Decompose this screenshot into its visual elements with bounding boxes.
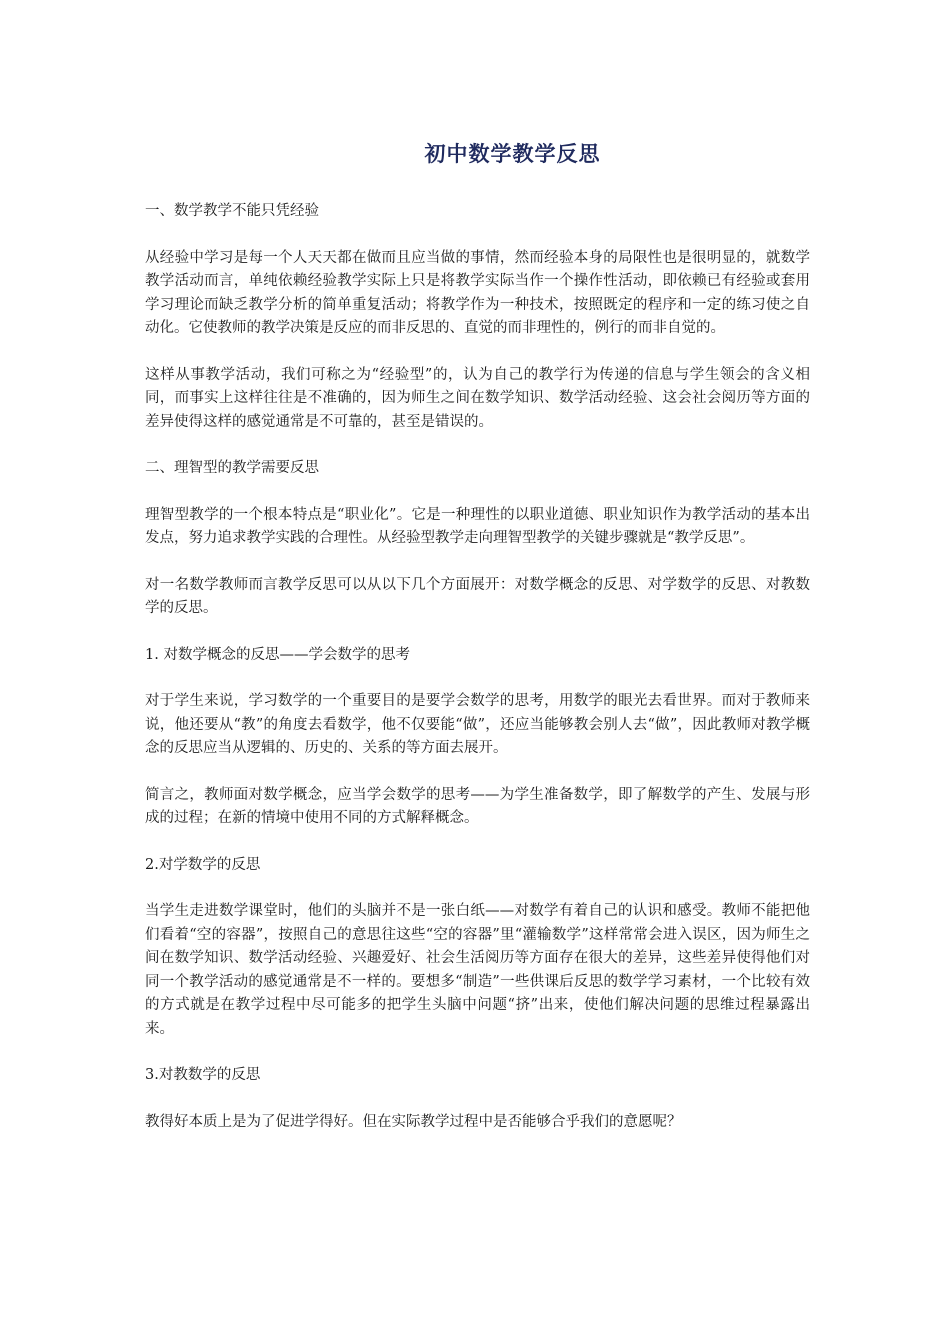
body-paragraph: 理智型教学的一个根本特点是“职业化”。它是一种理性的以职业道德、职业知识作为教学活动的基本出发点，努力追求教学实践的合理性。从经验型教学走向理智型教学的关键步骤就是“教学反思”。 [145,506,810,546]
body-paragraph: 当学生走进数学课堂时，他们的头脑并不是一张白纸——对数学有着自己的认识和感受。教师不能把他们看着“空的容器”，按照自己的意思往这些“空的容器”里“灌输数学”这样常常会进入误区，因为师生之间在数学知识、数学活动经验、兴趣爱好、社会生活阅历等方面存在很大的差异，这些差异使得他们对同一个教学活动的感觉通常是不一样的。要想多“制造”一些供课后反思的数学学习素材，一个比较有效的方式就是在教学过程中尽可能多的把学生头脑中问题“挤”出来，使他们解决问题的思维过程暴露出来。 [145,903,810,1037]
subsection-heading: 1. 对数学概念的反思——学会数学的思考 [145,646,410,663]
body-paragraph: 对一名数学教师而言教学反思可以从以下几个方面展开：对数学概念的反思、对学数学的反思、对教数学的反思。 [145,576,810,616]
document-title: 初中数学教学反思 [424,142,601,166]
section-heading: 一、数学教学不能只凭经验 [145,203,319,219]
body-paragraph: 简言之，教师面对数学概念，应当学会数学的思考——为学生准备数学，即了解数学的产生、发展与形成的过程；在新的情境中使用不同的方式解释概念。 [145,786,810,826]
body-paragraph: 从经验中学习是每一个人天天都在做而且应当做的事情，然而经验本身的局限性也是很明显的，就数学教学活动而言，单纯依赖经验教学实际上只是将教学实际当作一个操作性活动，即依赖已有经验或套用学习理论而缺乏教学分析的简单重复活动；将教学作为一种技术，按照既定的程序和一定的练习使之自动化。它使教师的教学决策是反应的而非反思的、直觉的而非理性的，例行的而非自觉的。 [145,249,810,336]
subsection-heading: 3.对教数学的反思 [145,1067,261,1083]
document-body [145,200,810,1157]
body-paragraph: 这样从事教学活动，我们可称之为“经验型”的，认为自己的教学行为传递的信息与学生领会的含义相同，而事实上这样往往是不准确的，因为师生之间在数学知识、数学活动经验、这会社会阅历等方面的差异使得这样的感觉通常是不可靠的，甚至是错误的。 [145,366,810,430]
body-paragraph: 对于学生来说，学习数学的一个重要目的是要学会数学的思考，用数学的眼光去看世界。而对于教师来说，他还要从“教”的角度去看数学，他不仅要能“做”，还应当能够教会别人去“做”，因此教师对教学概念的反思应当从逻辑的、历史的、关系的等方面去展开。 [145,693,810,756]
section-heading: 二、理智型的教学需要反思 [145,460,319,476]
body-paragraph: 教得好本质上是为了促进学得好。但在实际教学过程中是否能够合乎我们的意愿呢？ [145,1113,682,1130]
subsection-heading: 2.对学数学的反思 [145,856,261,873]
